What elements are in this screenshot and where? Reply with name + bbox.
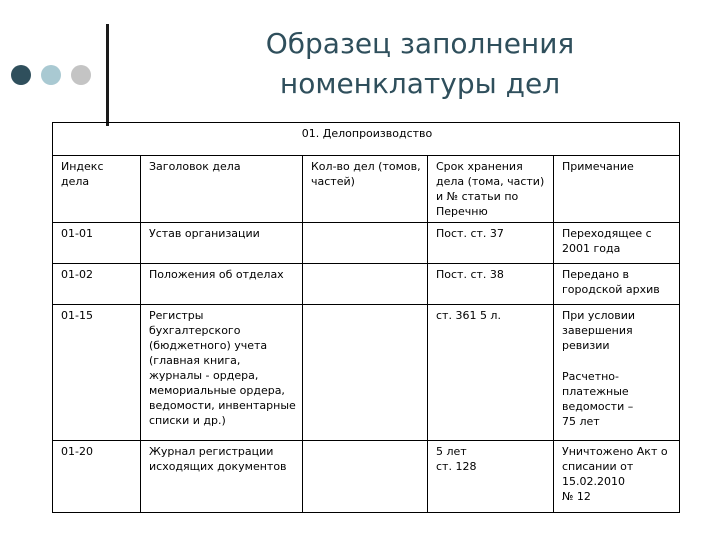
note-gap xyxy=(562,353,673,369)
row-retention-article: ст. 128 xyxy=(436,460,477,473)
row-retention-cell xyxy=(428,441,554,513)
row-count xyxy=(303,305,428,441)
row-heading: Журнал регистрации исходящих документов xyxy=(141,441,303,513)
header-note: Примечание xyxy=(554,156,680,223)
row-note: Переходящее с 2001 года xyxy=(554,223,680,264)
row-heading: Устав организации xyxy=(141,223,303,264)
section-label: 01. Делопроизводство xyxy=(53,123,680,156)
row-note: Уничтожено Акт о списании от 15.02.2010 xyxy=(562,445,668,488)
table-row xyxy=(53,223,680,264)
table-row xyxy=(53,441,680,513)
row-retention: Пост. ст. 38 xyxy=(428,264,554,305)
decor-dot-dark xyxy=(11,65,31,85)
row-retention: 5 лет xyxy=(436,445,467,458)
slide-title-line1: Образец заполнения xyxy=(265,27,575,60)
row-retention: ст. 361 5 л. xyxy=(428,305,554,441)
row-index: 01-20 xyxy=(53,441,141,513)
header-heading: Заголовок дела xyxy=(141,156,303,223)
row-heading: Положения об отделах xyxy=(141,264,303,305)
nomenclature-table xyxy=(52,122,680,513)
row-note: При условии завершения ревизии xyxy=(562,309,635,352)
header-row xyxy=(53,156,680,223)
slide-title xyxy=(160,24,680,104)
row-note-extra-value: 75 лет xyxy=(562,415,600,428)
header-count: Кол-во дел (томов, частей) xyxy=(303,156,428,223)
decor-dot-light xyxy=(41,65,61,85)
decor-vertical-line xyxy=(106,24,109,126)
row-note-extra: Расчетно-платежные ведомости – xyxy=(562,370,634,413)
slide-title-line2: номенклатуры дел xyxy=(279,67,561,100)
table-row xyxy=(53,264,680,305)
row-index: 01-02 xyxy=(53,264,141,305)
row-note: Передано в городской архив xyxy=(554,264,680,305)
row-retention: Пост. ст. 37 xyxy=(428,223,554,264)
table-row xyxy=(53,305,680,441)
row-heading: Регистры бухгалтерского (бюджетного) учета (главная книга, журналы - ордера, мемориальные ордера, ведомости, инвентарные списки и др.) xyxy=(141,305,303,441)
row-note-cell xyxy=(554,441,680,513)
row-count xyxy=(303,223,428,264)
header-index: Индекс дела xyxy=(53,156,141,223)
row-count xyxy=(303,264,428,305)
row-count xyxy=(303,441,428,513)
decor-dot-grey xyxy=(71,65,91,85)
row-index: 01-01 xyxy=(53,223,141,264)
row-index: 01-15 xyxy=(53,305,141,441)
row-note-number: № 12 xyxy=(562,490,591,503)
row-note-cell xyxy=(554,305,680,441)
header-retention: Срок хранения дела (тома, части) и № статьи по Перечню xyxy=(428,156,554,223)
section-row xyxy=(53,123,680,156)
